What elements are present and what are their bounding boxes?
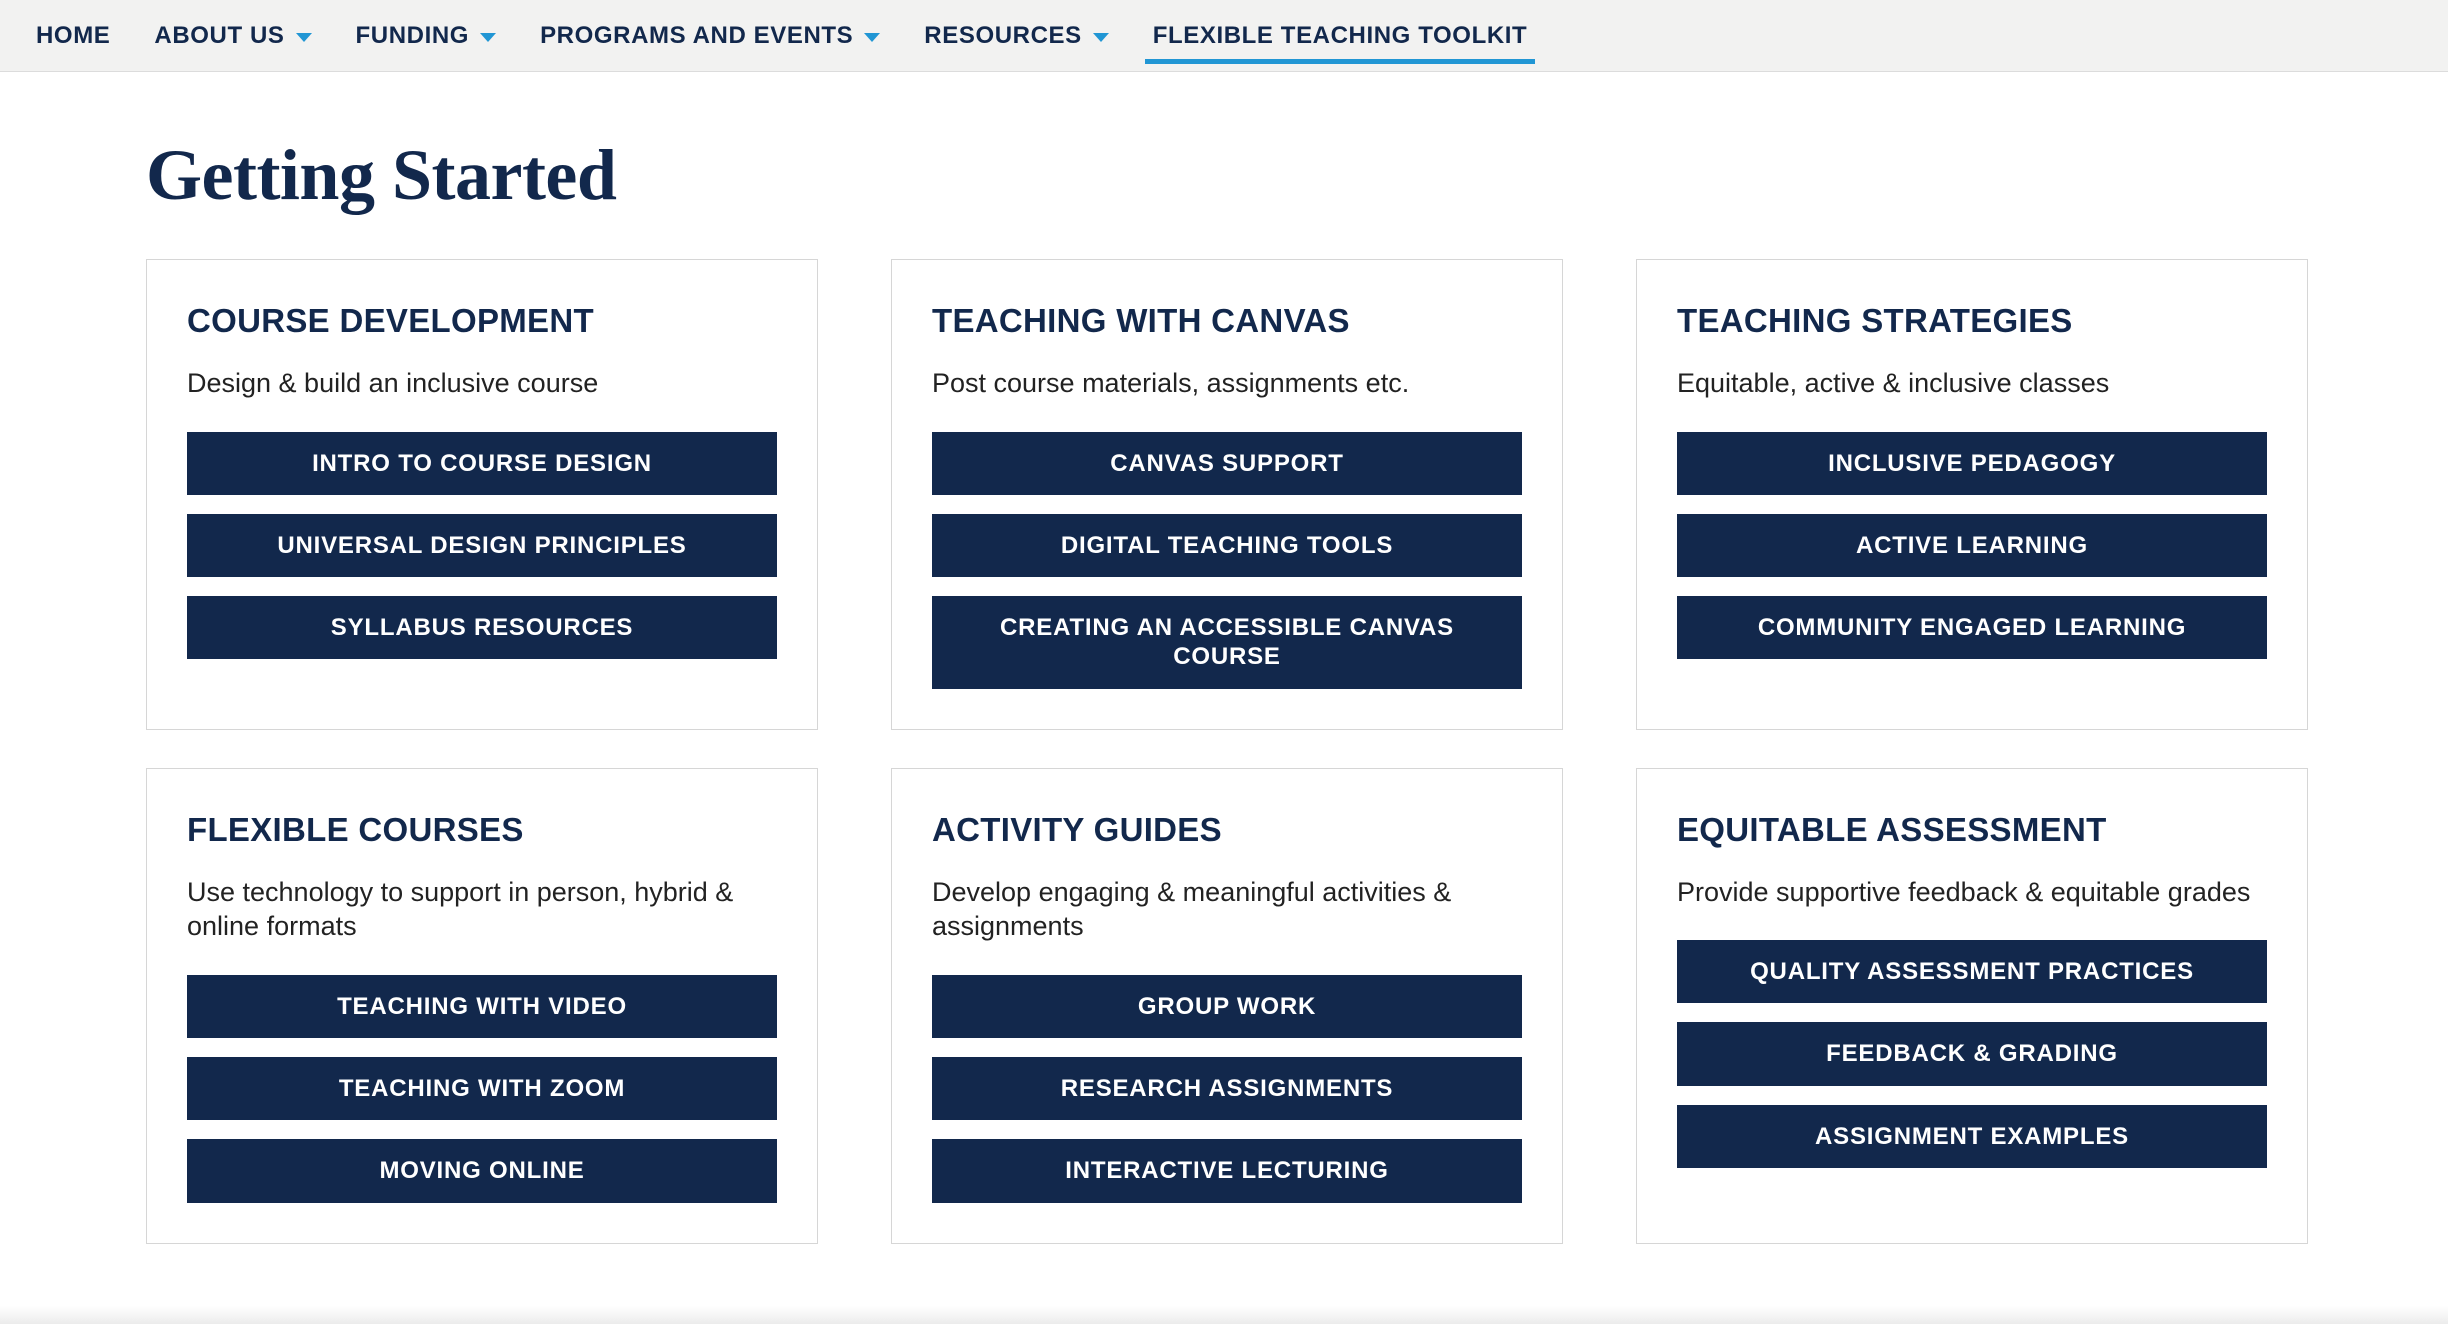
- main-navigation: [0, 0, 2448, 72]
- nav-item-programs-and-events[interactable]: [518, 0, 902, 71]
- nav-item-resources[interactable]: [902, 0, 1130, 71]
- chevron-down-icon[interactable]: [1093, 33, 1109, 42]
- card-description: Equitable, active & inclusive classes: [1677, 368, 2110, 398]
- card-title: EQUITABLE ASSESSMENT: [1677, 810, 2107, 848]
- bottom-fade: [0, 1306, 2448, 1324]
- card-link-button[interactable]: INTERACTIVE LECTURING: [932, 1139, 1522, 1202]
- card-link-button[interactable]: INCLUSIVE PEDAGOGY: [1677, 432, 2267, 495]
- page-content: [0, 72, 2448, 1324]
- card: [891, 768, 1563, 1244]
- card-link-button[interactable]: QUALITY ASSESSMENT PRACTICES: [1677, 940, 2267, 1003]
- card-title: ACTIVITY GUIDES: [932, 810, 1222, 848]
- nav-item-label: FLEXIBLE TEACHING TOOLKIT: [1152, 21, 1528, 49]
- card-link-button[interactable]: GROUP WORK: [932, 975, 1522, 1038]
- card-link-button[interactable]: ACTIVE LEARNING: [1677, 514, 2267, 577]
- nav-item-about-us[interactable]: [132, 0, 333, 71]
- nav-item-label: FUNDING: [355, 21, 470, 49]
- card: [891, 259, 1563, 730]
- card-title: COURSE DEVELOPMENT: [187, 302, 594, 339]
- card-link-button[interactable]: COMMUNITY ENGAGED LEARNING: [1677, 596, 2267, 659]
- chevron-down-icon[interactable]: [296, 33, 312, 42]
- card-title: TEACHING STRATEGIES: [1677, 302, 2073, 339]
- card-link-button[interactable]: TEACHING WITH ZOOM: [187, 1057, 777, 1120]
- card-link-button[interactable]: ASSIGNMENT EXAMPLES: [1677, 1105, 2267, 1168]
- nav-item-flexible-teaching-toolkit[interactable]: [1131, 0, 1550, 71]
- card-description: Use technology to support in person, hybrid & online formats: [187, 876, 734, 942]
- nav-item-label: ABOUT US: [154, 21, 285, 49]
- card-title: TEACHING WITH CANVAS: [932, 302, 1350, 339]
- card-link-button[interactable]: UNIVERSAL DESIGN PRINCIPLES: [187, 514, 777, 577]
- card-link-button[interactable]: SYLLABUS RESOURCES: [187, 596, 777, 659]
- card-link-button[interactable]: CANVAS SUPPORT: [932, 432, 1522, 495]
- chevron-down-icon[interactable]: [480, 33, 496, 42]
- card-description: Develop engaging & meaningful activities & assignments: [932, 876, 1452, 942]
- nav-item-label: RESOURCES: [924, 21, 1082, 49]
- card-title: FLEXIBLE COURSES: [187, 810, 524, 848]
- card-link-button[interactable]: CREATING AN ACCESSIBLE CANVAS COURSE: [932, 596, 1522, 689]
- nav-item-home[interactable]: [14, 0, 132, 71]
- card-link-button[interactable]: INTRO TO COURSE DESIGN: [187, 432, 777, 495]
- card-description: Design & build an inclusive course: [187, 368, 599, 398]
- card-link-button[interactable]: RESEARCH ASSIGNMENTS: [932, 1057, 1522, 1120]
- page-title: Getting Started: [146, 135, 617, 215]
- card-grid: [146, 259, 2448, 1244]
- card: [146, 259, 818, 730]
- card: [146, 768, 818, 1244]
- card-description: Post course materials, assignments etc.: [932, 368, 1410, 398]
- card-description: Provide supportive feedback & equitable grades: [1677, 876, 2251, 907]
- card-link-button[interactable]: FEEDBACK & GRADING: [1677, 1022, 2267, 1085]
- nav-item-label: PROGRAMS AND EVENTS: [540, 21, 854, 49]
- nav-item-funding[interactable]: [334, 0, 519, 71]
- card: [1636, 768, 2308, 1244]
- card-link-button[interactable]: TEACHING WITH VIDEO: [187, 975, 777, 1038]
- chevron-down-icon[interactable]: [864, 33, 880, 42]
- card-link-button[interactable]: DIGITAL TEACHING TOOLS: [932, 514, 1522, 577]
- card: [1636, 259, 2308, 730]
- nav-item-label: HOME: [36, 21, 111, 49]
- card-link-button[interactable]: MOVING ONLINE: [187, 1139, 777, 1202]
